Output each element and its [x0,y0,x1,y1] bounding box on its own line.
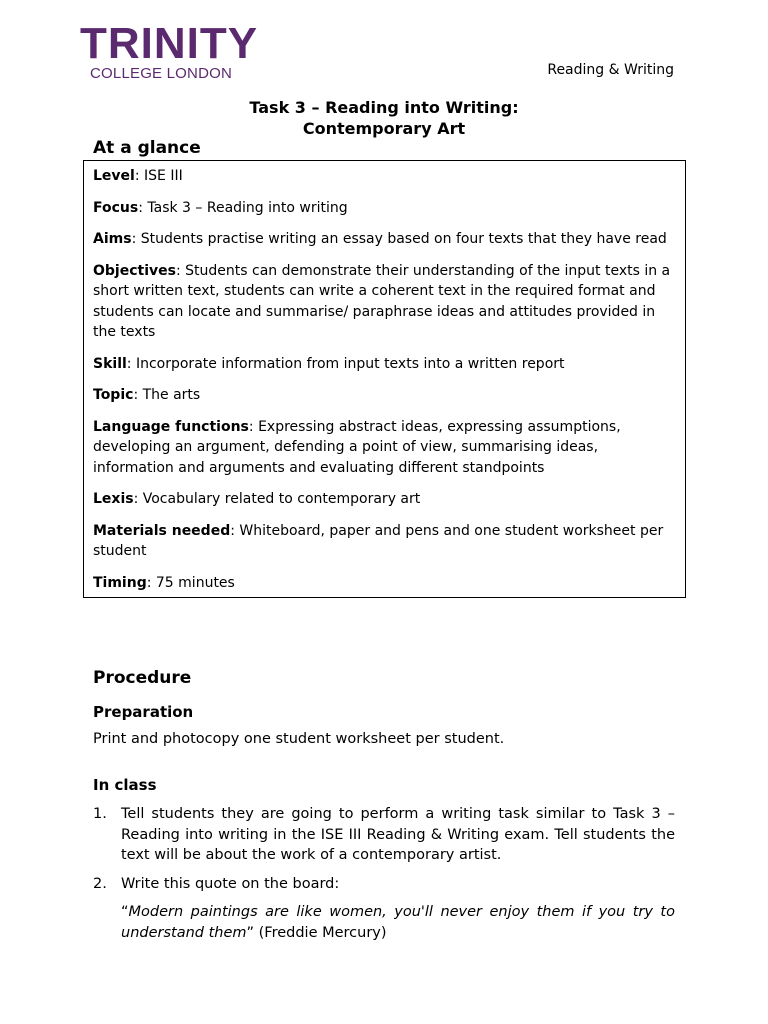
quote-open-mark: “ [121,904,129,920]
step-text: Write this quote on the board: [121,875,340,892]
glance-value: : Task 3 – Reading into writing [138,199,348,216]
logo-wordmark: TRINITY [80,19,259,68]
glance-label: Level [93,168,135,184]
at-a-glance-box [83,160,686,598]
glance-value: : Vocabulary related to contemporary art [133,491,421,507]
glance-label: Objectives [93,262,176,279]
glance-item-focus [93,198,677,219]
step-number: 2. [93,875,107,892]
glance-label: Focus [93,199,139,216]
glance-value: : Students practise writing an essay based on four texts that they have read [131,231,667,247]
preparation-text: Print and photocopy one student worksheet per student. [93,731,505,747]
list-item [93,874,675,944]
glance-label: Materials needed [93,522,231,539]
glance-item-aims [93,229,677,250]
quote-text: Modern paintings are like women, you'll never enjoy them if you try to understand them [121,904,675,941]
header-section-label: Reading & Writing [547,62,674,78]
procedure-heading: Procedure [93,668,192,688]
glance-label: Skill [93,355,127,372]
glance-label: Lexis [93,491,134,507]
glance-item-skill [93,354,677,375]
glance-label: Topic [93,387,134,403]
glance-value: : ISE III [134,168,183,184]
in-class-heading: In class [93,776,157,794]
title-line-1: Task 3 – Reading into Writing: [249,98,519,117]
glance-item-materials [93,521,677,562]
glance-item-timing [93,573,677,594]
list-item [93,804,675,866]
document-title [0,97,768,139]
trinity-logo [80,19,259,82]
quote-block [121,902,675,943]
glance-label: Aims [93,231,132,247]
in-class-steps [93,804,675,951]
glance-value: : Whiteboard, paper and pens and one student worksheet per student [93,522,664,559]
glance-item-topic [93,385,677,406]
glance-value: : 75 minutes [146,574,235,591]
glance-item-language-functions [93,417,677,479]
glance-label: Timing [93,574,147,591]
glance-label: Language functions [93,418,249,435]
quote-attribution: ” (Freddie Mercury) [246,924,387,941]
glance-value: : Students can demonstrate their understanding of the input texts in a short written text, students can write a coherent text in the required format and students can locate and summarise/ paraphrase ideas and attitudes provided in the texts [93,262,671,340]
title-line-2: Contemporary Art [302,119,466,138]
glance-value: : The arts [133,387,201,403]
preparation-heading: Preparation [93,703,194,721]
glance-item-lexis [93,489,677,510]
glance-value: : Incorporate information from input texts into a written report [126,355,565,372]
step-text: Tell students they are going to perform a writing task similar to Task 3 – Reading into writing in the ISE III Reading & Writing exam. Tell students the text will be about the work of a contemporary artist. [121,806,675,863]
glance-item-level [93,166,677,187]
glance-item-objectives [93,261,677,343]
step-number: 1. [93,806,107,822]
at-a-glance-heading: At a glance [93,138,201,158]
logo-subtitle: COLLEGE LONDON [90,65,233,82]
glance-value: : Expressing abstract ideas, expressing assumptions, developing an argument, defending a point of view, summarising ideas, information and arguments and evaluating different standpoints [93,418,621,476]
